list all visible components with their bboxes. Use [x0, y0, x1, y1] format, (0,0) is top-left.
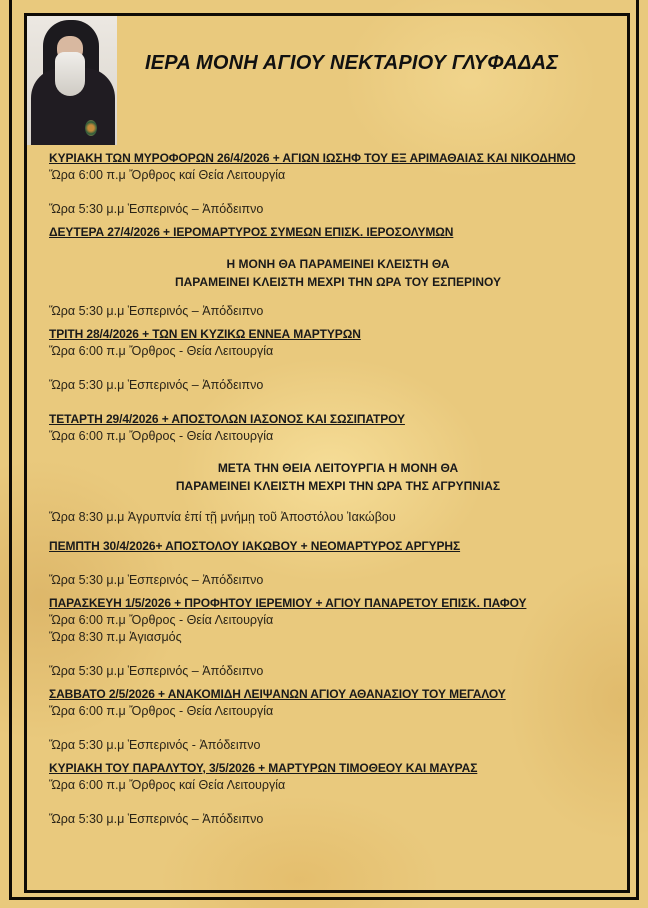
service-line: Ὥρα 6:00 π.μ Ὄρθρος καί Θεία Λειτουργία	[49, 778, 286, 792]
service-line: Ὥρα 5:30 μ.μ Ἑσπερινός – Ἀπόδειπνο	[49, 573, 264, 587]
service-line: Ὥρα 5:30 μ.μ Ἑσπερινός – Ἀπόδειπνο	[49, 304, 264, 318]
day-heading: ΤΕΤΑΡΤΗ 29/4/2026 + ΑΠΟΣΤΟΛΩΝ ΙΑΣΟΝΟΣ ΚΑΙ ΣΩΣΙΠΑΤΡΟΥ	[49, 412, 405, 426]
portrait-beard	[55, 52, 85, 96]
schedule	[49, 150, 597, 834]
day-heading: ΠΕΜΠΤΗ 30/4/2026+ ΑΠΟΣΤΟΛΟΥ ΙΑΚΩΒΟΥ + ΝΕΟΜΑΡΤΥΡΟΣ ΑΡΓΥΡΗΣ	[49, 539, 461, 553]
service-line: Ὥρα 5:30 μ.μ Ἑσπερινός – Ἀπόδειπνο	[49, 202, 264, 216]
day-block-monday-27	[49, 224, 597, 320]
day-block-wednesday-29	[49, 411, 597, 526]
day-block-sunday-3	[49, 760, 597, 828]
service-line: Ὥρα 5:30 μ.μ Ἑσπερινός – Ἀπόδειπνο	[49, 812, 264, 826]
day-heading: ΤΡΙΤΗ 28/4/2026 + ΤΩΝ ΕΝ ΚΥΖΙΚΩ ΕΝΝΕΑ ΜΑΡΤΥΡΩΝ	[49, 327, 361, 341]
notice-line: ΜΕΤΑ ΤΗΝ ΘΕΙΑ ΛΕΙΤΟΥΡΓΙΑ Η ΜΟΝΗ ΘΑ	[217, 461, 459, 475]
service-line: Ὥρα 5:30 μ.μ Ἑσπερινός – Ἀπόδειπνο	[49, 378, 264, 392]
day-block-tuesday-28	[49, 326, 597, 394]
notice-line: ΠΑΡΑΜΕΙΝΕΙ ΚΛΕΙΣΤΗ ΜΕΧΡΙ ΤΗΝ ΩΡΑ ΤΟΥ ΕΣΠΕΡΙΝΟΥ	[174, 275, 502, 289]
service-line: Ὥρα 8:30 μ.μ Ἀγρυπνία ἐπί τῇ μνήμῃ τοῦ Ἀποστόλου Ἰακώβου	[49, 510, 396, 524]
service-line: Ὥρα 6:00 π.μ Ὄρθρος καί Θεία Λειτουργία	[49, 168, 286, 182]
day-block-sunday-26	[49, 150, 597, 218]
saint-portrait-image	[27, 16, 117, 145]
day-heading: ΚΥΡΙΑΚΗ ΤΩΝ ΜΥΡΟΦΟΡΩΝ 26/4/2026 + ΑΓΙΩΝ ΙΩΣΗΦ ΤΟΥ ΕΞ ΑΡΙΜΑΘΑΙΑΣ ΚΑΙ ΝΙΚΟΔΗΜΟ	[49, 151, 576, 165]
service-line: Ὥρα 6:00 π.μ Ὄρθρος - Θεία Λειτουργία	[49, 704, 274, 718]
day-block-saturday-2	[49, 686, 597, 754]
day-heading: ΠΑΡΑΣΚΕΥΗ 1/5/2026 + ΠΡΟΦΗΤΟΥ ΙΕΡΕΜΙΟΥ + ΑΓΙΟΥ ΠΑΝΑΡΕΤΟΥ ΕΠΙΣΚ. ΠΑΦΟΥ	[49, 596, 527, 610]
service-line: Ὥρα 5:30 μ.μ Ἑσπερινός - Ἀπόδειπνο	[49, 738, 261, 752]
portrait-panagia-medal	[85, 120, 97, 136]
day-heading: ΣΑΒΒΑΤΟ 2/5/2026 + ΑΝΑΚΟΜΙΔΗ ΛΕΙΨΑΝΩΝ ΑΓΙΟΥ ΑΘΑΝΑΣΙΟΥ ΤΟΥ ΜΕΓΑΛΟΥ	[49, 687, 506, 701]
closure-notice	[49, 459, 597, 495]
closure-notice	[49, 255, 597, 291]
day-block-friday-1	[49, 595, 597, 680]
service-line: Ὥρα 6:00 π.μ Ὄρθρος - Θεία Λειτουργία	[49, 344, 274, 358]
service-line: Ὥρα 5:30 μ.μ Ἑσπερινός – Ἀπόδειπνο	[49, 664, 264, 678]
service-line: Ὥρα 6:00 π.μ Ὄρθρος - Θεία Λειτουργία	[49, 429, 274, 443]
notice-line: ΠΑΡΑΜΕΙΝΕΙ ΚΛΕΙΣΤΗ ΜΕΧΡΙ ΤΗΝ ΩΡΑ ΤΗΣ ΑΓΡΥΠΝΙΑΣ	[175, 479, 501, 493]
day-block-thursday-30	[49, 538, 597, 589]
page-title: ΙΕΡΑ ΜΟΝΗ ΑΓΙΟΥ ΝΕΚΤΑΡΙΟΥ ΓΛΥΦΑΔΑΣ	[145, 52, 559, 74]
service-line: Ὥρα 6:00 π.μ Ὄρθρος - Θεία Λειτουργία	[49, 613, 274, 627]
day-heading: ΚΥΡΙΑΚΗ ΤΟΥ ΠΑΡΑΛΥΤΟΥ, 3/5/2026 + ΜΑΡΤΥΡΩΝ ΤΙΜΟΘΕΟΥ ΚΑΙ ΜΑΥΡΑΣ	[49, 761, 478, 775]
day-heading: ΔΕΥΤΕΡΑ 27/4/2026 + ΙΕΡΟΜΑΡΤΥΡΟΣ ΣΥΜΕΩΝ ΕΠΙΣΚ. ΙΕΡΟΣΟΛΥΜΩΝ	[49, 225, 454, 239]
notice-line: Η ΜΟΝΗ ΘΑ ΠΑΡΑΜΕΙΝΕΙ ΚΛΕΙΣΤΗ ΘΑ	[226, 257, 450, 271]
service-line: Ὥρα 8:30 π.μ Ἁγιασμός	[49, 630, 182, 644]
